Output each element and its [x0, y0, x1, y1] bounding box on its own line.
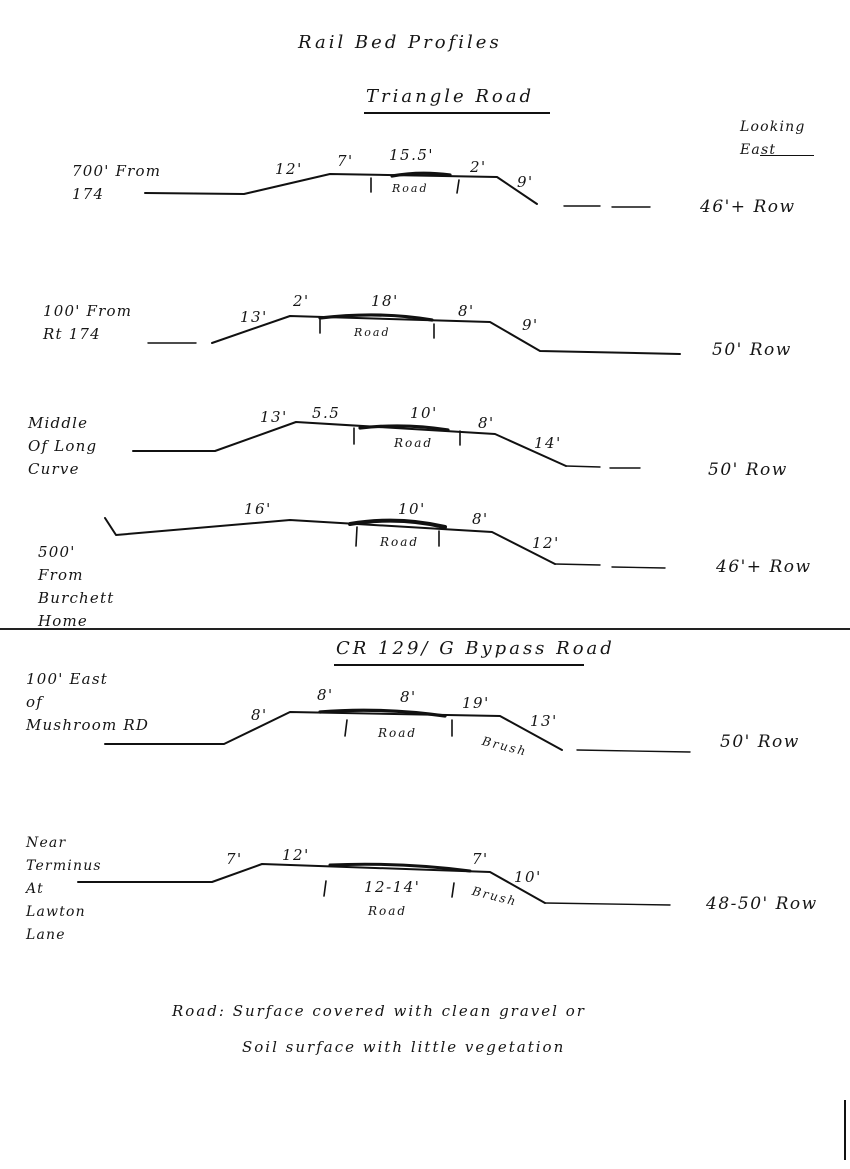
heading-underline — [334, 664, 584, 666]
profile-4-dim-1: 16' — [244, 500, 272, 518]
profile-5-dim-3: 8' — [400, 688, 417, 706]
profile-1-row: 46'+ Row — [700, 197, 796, 217]
profile-4-dim-3: 8' — [472, 510, 489, 528]
looking-east-note: Looking East — [740, 119, 806, 158]
profile-3-dim-5: 14' — [534, 434, 562, 452]
profile-1-dim-5: 9' — [517, 173, 534, 191]
profile-5-dim-2: 8' — [317, 686, 334, 704]
profile-6-brush-label: Brush — [470, 884, 519, 909]
section-divider — [0, 628, 850, 630]
profile-6-location: Near Terminus At Lawton Lane — [26, 835, 102, 943]
profile-3-row: 50' Row — [708, 460, 788, 480]
profile-3-outline — [133, 422, 640, 468]
profile-5-location: 100' East of Mushroom RD — [26, 670, 150, 734]
profile-2-dim-2: 2' — [293, 292, 310, 310]
scan-edge-mark — [844, 1100, 846, 1160]
profile-5-dim-1: 8' — [251, 706, 268, 724]
profile-1-road-label: Road — [392, 182, 429, 195]
profile-4-dim-2: 10' — [398, 500, 426, 518]
profile-4-road-label: Road — [380, 535, 420, 549]
profile-5-road-label: Road — [378, 726, 418, 740]
profile-6-dim-1: 7' — [226, 850, 243, 868]
profile-6-dim-5: 10' — [514, 868, 542, 886]
profile-6-dim-3: 12-14' — [364, 878, 421, 896]
profile-5-dim-5: 13' — [530, 712, 558, 730]
profile-3-dim-3: 10' — [410, 404, 438, 422]
profile-1-location: 700' From 174 — [72, 162, 162, 203]
profile-4-location: 500' From Burchett Home — [38, 543, 115, 630]
profile-1-dim-4: 2' — [470, 158, 487, 176]
profile-3-road-label: Road — [394, 436, 434, 450]
profile-3-dim-4: 8' — [478, 414, 495, 432]
profile-5-row: 50' Row — [720, 732, 800, 752]
profile-2-road-label: Road — [354, 326, 391, 339]
profile-1-dim-2: 7' — [337, 152, 354, 170]
profile-1-dim-1: 12' — [275, 160, 303, 178]
profile-2-outline — [148, 315, 680, 354]
section-heading-triangle-road: Triangle Road — [366, 86, 534, 107]
profile-6-road-label: Road — [368, 904, 408, 918]
profile-4-dim-4: 12' — [532, 534, 560, 552]
profile-6-row: 48-50' Row — [706, 894, 818, 914]
profile-3-dim-2: 5.5 — [312, 404, 341, 422]
profile-2-dim-5: 9' — [522, 316, 539, 334]
section-heading-cr-129-bypass: CR 129/ G Bypass Road — [336, 638, 615, 659]
legend-line-1: Road: Surface covered with clean gravel or — [172, 1002, 586, 1020]
profile-6-dim-4: 7' — [472, 850, 489, 868]
page-title: Rail Bed Profiles — [298, 32, 502, 53]
profile-2-dim-3: 18' — [371, 292, 399, 310]
profile-2-location: 100' From Rt 174 — [43, 302, 133, 343]
profile-2-dim-1: 13' — [240, 308, 268, 326]
profile-2-row: 50' Row — [712, 340, 792, 360]
profile-4-row: 46'+ Row — [716, 557, 812, 577]
profile-2-dim-4: 8' — [458, 302, 475, 320]
profile-6-dim-2: 12' — [282, 846, 310, 864]
profile-3-dim-1: 13' — [260, 408, 288, 426]
profile-5-dim-4: 19' — [462, 694, 490, 712]
profile-5-brush-label: Brush — [480, 734, 529, 759]
profile-1-dim-3: 15.5' — [389, 146, 435, 164]
legend-line-2: Soil surface with little vegetation — [242, 1038, 566, 1056]
profile-3-location: Middle Of Long Curve — [28, 414, 98, 478]
